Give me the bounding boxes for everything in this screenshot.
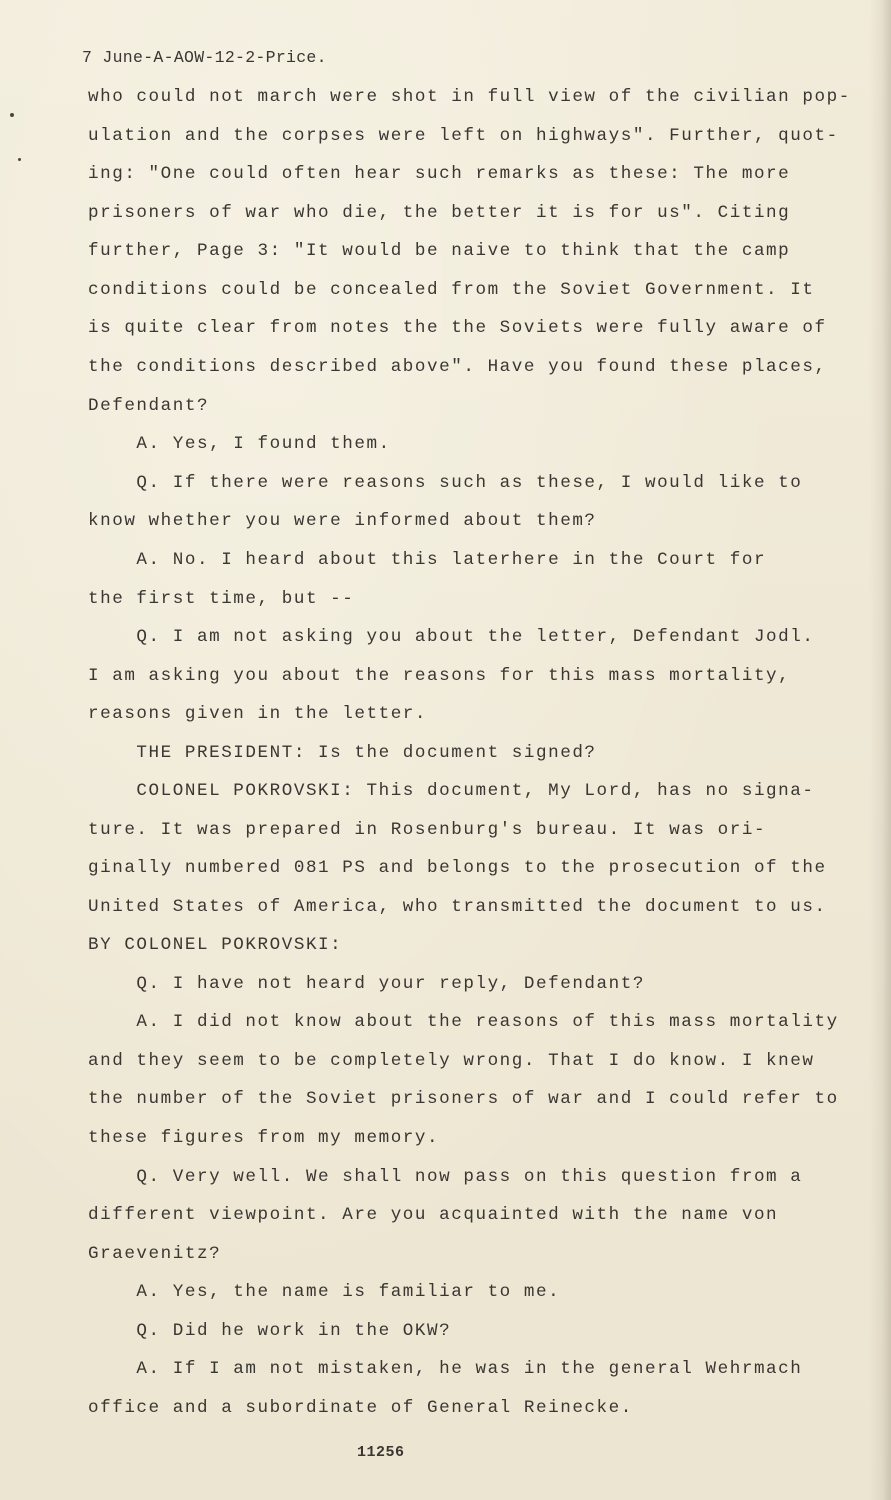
page-number: 11256 <box>357 1444 405 1461</box>
text-line: I am asking you about the reasons for this mass mortality, <box>88 666 791 686</box>
text-line: who could not march were shot in full view of the civilian pop- <box>88 87 851 107</box>
text-line: reasons given in the letter. <box>88 704 428 724</box>
text-line: the conditions described above". Have you found these places, <box>88 357 827 377</box>
text-line: Q. I am not asking you about the letter, Defendant Jodl. <box>88 627 815 647</box>
text-line: further, Page 3: "It would be naive to think that the camp <box>88 241 791 261</box>
text-line: Defendant? <box>88 396 210 416</box>
text-line: A. No. I heard about this laterhere in the Court for <box>88 550 767 570</box>
margin-mark <box>18 158 21 161</box>
text-line: Q. If there were reasons such as these, I would like to <box>88 473 803 493</box>
text-line: the number of the Soviet prisoners of war and I could refer to <box>88 1089 839 1109</box>
text-line: office and a subordinate of General Reinecke. <box>88 1398 633 1418</box>
page-edge-shadow <box>869 0 891 1500</box>
text-line: the first time, but -- <box>88 589 355 609</box>
text-line: Q. I have not heard your reply, Defendant? <box>88 974 645 994</box>
text-line: ing: "One could often hear such remarks as these: The more <box>88 164 791 184</box>
text-line: these figures from my memory. <box>88 1128 440 1148</box>
text-line: prisoners of war who die, the better it is for us". Citing <box>88 203 791 223</box>
text-line: A. If I am not mistaken, he was in the general Wehrmach <box>88 1359 803 1379</box>
text-line: United States of America, who transmitted the document to us. <box>88 897 827 917</box>
text-line: Q. Very well. We shall now pass on this question from a <box>88 1167 803 1187</box>
text-line: A. I did not know about the reasons of this mass mortality <box>88 1012 839 1032</box>
text-line: Graevenitz? <box>88 1244 222 1264</box>
text-line: BY COLONEL POKROVSKI: <box>88 935 343 955</box>
text-line: and they seem to be completely wrong. That I do know. I knew <box>88 1051 815 1071</box>
text-line: know whether you were informed about them? <box>88 511 597 531</box>
text-line: A. Yes, the name is familiar to me. <box>88 1282 561 1302</box>
text-line: THE PRESIDENT: Is the document signed? <box>88 743 597 763</box>
text-line: ture. It was prepared in Rosenburg's bureau. It was ori- <box>88 820 767 840</box>
text-line: COLONEL POKROVSKI: This document, My Lord, has no signa- <box>88 781 815 801</box>
margin-mark <box>10 113 14 117</box>
text-line: Q. Did he work in the OKW? <box>88 1321 452 1341</box>
text-line: ulation and the corpses were left on highways". Further, quot- <box>88 126 839 146</box>
text-line: conditions could be concealed from the Soviet Government. It <box>88 280 815 300</box>
text-line: is quite clear from notes the the Soviets were fully aware of <box>88 318 827 338</box>
text-line: different viewpoint. Are you acquainted with the name von <box>88 1205 779 1225</box>
text-line: A. Yes, I found them. <box>88 434 391 454</box>
page-header: 7 June-A-AOW-12-2-Price. <box>82 48 327 67</box>
text-line: ginally numbered 081 PS and belongs to the prosecution of the <box>88 858 827 878</box>
